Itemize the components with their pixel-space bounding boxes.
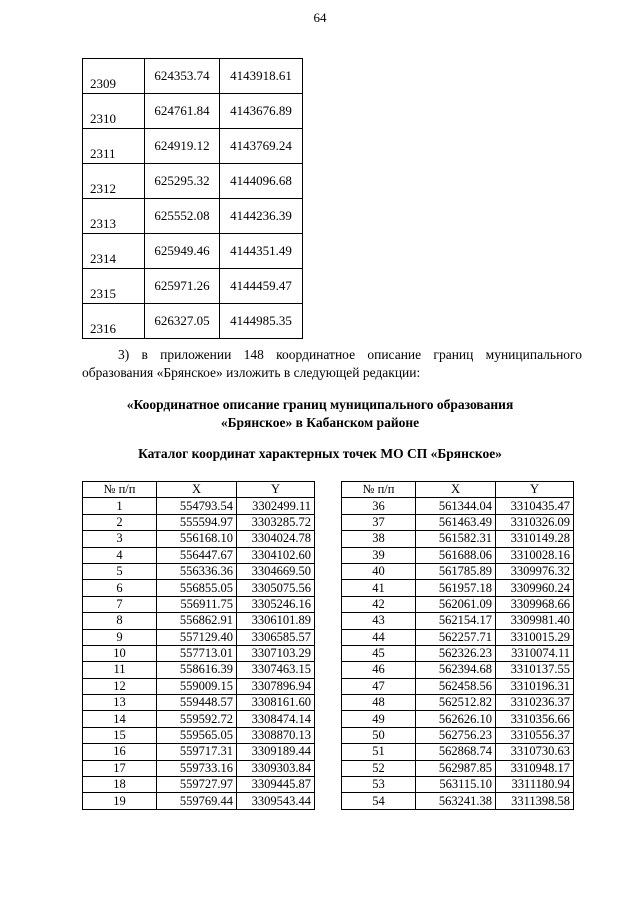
header-y: Y — [237, 482, 315, 498]
table-row — [83, 164, 303, 199]
x-coordinate-cell: 563115.10 — [416, 777, 496, 793]
header-x: X — [157, 482, 237, 498]
x-coordinate-cell: 559717.31 — [157, 744, 237, 760]
amendment-paragraph: 3) в приложении 148 координатное описание границ муниципального образования «Брянское» изложить в следующей редакции: — [82, 347, 582, 380]
x-coordinate-cell: 563241.38 — [416, 793, 496, 809]
header-x: X — [416, 482, 496, 498]
table-row — [342, 580, 574, 596]
y-coordinate-cell: 3303285.72 — [237, 514, 315, 530]
y-coordinate-cell: 3309968.66 — [496, 596, 574, 612]
catalog-header-row — [83, 482, 315, 498]
x-coordinate-cell: 556447.67 — [157, 547, 237, 563]
point-number-cell: 42 — [342, 596, 416, 612]
table-row — [342, 695, 574, 711]
x-coordinate-cell: 562987.85 — [416, 760, 496, 776]
point-number-cell: 11 — [83, 662, 157, 678]
point-number-cell: 5 — [83, 563, 157, 579]
point-number-cell: 13 — [83, 695, 157, 711]
table-row — [342, 678, 574, 694]
point-number-cell: 4 — [83, 547, 157, 563]
x-coordinate-cell: 557129.40 — [157, 629, 237, 645]
y-coordinate-cell: 3309445.87 — [237, 777, 315, 793]
table-row — [83, 695, 315, 711]
y-coordinate-cell: 3309303.84 — [237, 760, 315, 776]
point-number-cell: 15 — [83, 727, 157, 743]
point-number-cell: 2314 — [83, 234, 145, 269]
x-coordinate-cell: 557713.01 — [157, 645, 237, 661]
y-coordinate-cell: 3309189.44 — [237, 744, 315, 760]
table-row — [83, 498, 315, 514]
x-coordinate-cell: 561957.18 — [416, 580, 496, 596]
point-number-cell: 2 — [83, 514, 157, 530]
x-coordinate-cell: 562756.23 — [416, 727, 496, 743]
x-coordinate-cell: 556336.36 — [157, 563, 237, 579]
table-row — [83, 514, 315, 530]
table-row — [83, 793, 315, 809]
x-coordinate-cell: 562061.09 — [416, 596, 496, 612]
x-coordinate-cell: 559565.05 — [157, 727, 237, 743]
table-row — [83, 547, 315, 563]
x-coordinate-cell: 562868.74 — [416, 744, 496, 760]
x-coordinate-cell: 561582.31 — [416, 531, 496, 547]
table-row — [342, 514, 574, 530]
x-coordinate-cell: 562458.56 — [416, 678, 496, 694]
point-number-cell: 14 — [83, 711, 157, 727]
y-coordinate-cell: 3310948.17 — [496, 760, 574, 776]
y-coordinate-cell: 3310435.47 — [496, 498, 574, 514]
point-number-cell: 52 — [342, 760, 416, 776]
point-number-cell: 51 — [342, 744, 416, 760]
y-coordinate-cell: 3304024.78 — [237, 531, 315, 547]
point-number-cell: 38 — [342, 531, 416, 547]
y-coordinate-cell: 3311180.94 — [496, 777, 574, 793]
y-coordinate-cell: 3308474.14 — [237, 711, 315, 727]
point-number-cell: 50 — [342, 727, 416, 743]
table-row — [83, 760, 315, 776]
table-row — [342, 531, 574, 547]
y-coordinate-cell: 4144096.68 — [220, 164, 303, 199]
x-coordinate-cell: 561785.89 — [416, 563, 496, 579]
x-coordinate-cell: 556862.91 — [157, 613, 237, 629]
table-row — [342, 629, 574, 645]
table-row — [342, 777, 574, 793]
x-coordinate-cell: 625971.26 — [145, 269, 220, 304]
x-coordinate-cell: 561688.06 — [416, 547, 496, 563]
section-heading-line-2: «Брянское» в Кабанском районе — [220, 415, 420, 430]
point-number-cell: 54 — [342, 793, 416, 809]
y-coordinate-cell: 3310137.55 — [496, 662, 574, 678]
x-coordinate-cell: 556168.10 — [157, 531, 237, 547]
x-coordinate-cell: 624919.12 — [145, 129, 220, 164]
x-coordinate-cell: 559727.97 — [157, 777, 237, 793]
x-coordinate-cell: 559769.44 — [157, 793, 237, 809]
point-number-cell: 41 — [342, 580, 416, 596]
x-coordinate-cell: 562257.71 — [416, 629, 496, 645]
table-row — [83, 531, 315, 547]
y-coordinate-cell: 3310015.29 — [496, 629, 574, 645]
point-number-cell: 2311 — [83, 129, 145, 164]
y-coordinate-cell: 4144236.39 — [220, 199, 303, 234]
y-coordinate-cell: 3305075.56 — [237, 580, 315, 596]
point-number-cell: 16 — [83, 744, 157, 760]
point-number-cell: 2313 — [83, 199, 145, 234]
header-y: Y — [496, 482, 574, 498]
table-row — [83, 678, 315, 694]
y-coordinate-cell: 3306585.57 — [237, 629, 315, 645]
table-row — [342, 711, 574, 727]
point-number-cell: 43 — [342, 613, 416, 629]
y-coordinate-cell: 4143769.24 — [220, 129, 303, 164]
table-row — [342, 744, 574, 760]
table-row — [83, 59, 303, 94]
point-number-cell: 47 — [342, 678, 416, 694]
y-coordinate-cell: 3307896.94 — [237, 678, 315, 694]
point-number-cell: 2310 — [83, 94, 145, 129]
table-row — [83, 234, 303, 269]
y-coordinate-cell: 4144351.49 — [220, 234, 303, 269]
catalog-heading: Каталог координат характерных точек МО СП «Брянское» — [138, 446, 502, 461]
table-row — [83, 304, 303, 339]
point-number-cell: 10 — [83, 645, 157, 661]
table-row — [83, 711, 315, 727]
y-coordinate-cell: 4144459.47 — [220, 269, 303, 304]
table-row — [342, 596, 574, 612]
x-coordinate-cell: 626327.05 — [145, 304, 220, 339]
y-coordinate-cell: 3310730.63 — [496, 744, 574, 760]
x-coordinate-cell: 562626.10 — [416, 711, 496, 727]
x-coordinate-cell: 562394.68 — [416, 662, 496, 678]
x-coordinate-cell: 559592.72 — [157, 711, 237, 727]
table-row — [83, 645, 315, 661]
table-row — [342, 727, 574, 743]
table-row — [342, 547, 574, 563]
point-number-cell: 45 — [342, 645, 416, 661]
table-row — [83, 269, 303, 304]
y-coordinate-cell: 4143918.61 — [220, 59, 303, 94]
x-coordinate-cell: 558616.39 — [157, 662, 237, 678]
y-coordinate-cell: 4143676.89 — [220, 94, 303, 129]
point-number-cell: 12 — [83, 678, 157, 694]
catalog-table-right — [341, 481, 574, 810]
table-row — [83, 199, 303, 234]
x-coordinate-cell: 555594.97 — [157, 514, 237, 530]
x-coordinate-cell: 561463.49 — [416, 514, 496, 530]
x-coordinate-cell: 624761.84 — [145, 94, 220, 129]
section-heading-line-1: «Координатное описание границ муниципального образования — [126, 397, 514, 412]
table-row — [83, 94, 303, 129]
y-coordinate-cell: 3306101.89 — [237, 613, 315, 629]
table-row — [83, 129, 303, 164]
point-number-cell: 49 — [342, 711, 416, 727]
x-coordinate-cell: 559448.57 — [157, 695, 237, 711]
header-number: № п/п — [342, 482, 416, 498]
header-number: № п/п — [83, 482, 157, 498]
point-number-cell: 7 — [83, 596, 157, 612]
y-coordinate-cell: 3308870.13 — [237, 727, 315, 743]
x-coordinate-cell: 625949.46 — [145, 234, 220, 269]
x-coordinate-cell: 562326.23 — [416, 645, 496, 661]
x-coordinate-cell: 625295.32 — [145, 164, 220, 199]
y-coordinate-cell: 3307463.15 — [237, 662, 315, 678]
y-coordinate-cell: 3304102.60 — [237, 547, 315, 563]
table-row — [83, 563, 315, 579]
y-coordinate-cell: 3311398.58 — [496, 793, 574, 809]
y-coordinate-cell: 4144985.35 — [220, 304, 303, 339]
point-number-cell: 2309 — [83, 59, 145, 94]
point-number-cell: 8 — [83, 613, 157, 629]
x-coordinate-cell: 562512.82 — [416, 695, 496, 711]
point-number-cell: 53 — [342, 777, 416, 793]
table-row — [342, 645, 574, 661]
point-number-cell: 2312 — [83, 164, 145, 199]
catalog-table-left — [82, 481, 315, 810]
y-coordinate-cell: 3307103.29 — [237, 645, 315, 661]
point-number-cell: 9 — [83, 629, 157, 645]
table-row — [342, 760, 574, 776]
table-row — [83, 629, 315, 645]
y-coordinate-cell: 3310326.09 — [496, 514, 574, 530]
table-row — [83, 744, 315, 760]
point-number-cell: 3 — [83, 531, 157, 547]
top-coordinates-table — [82, 58, 303, 339]
x-coordinate-cell: 625552.08 — [145, 199, 220, 234]
point-number-cell: 39 — [342, 547, 416, 563]
y-coordinate-cell: 3302499.11 — [237, 498, 315, 514]
table-row — [83, 596, 315, 612]
table-row — [83, 580, 315, 596]
table-row — [342, 793, 574, 809]
point-number-cell: 19 — [83, 793, 157, 809]
table-row — [342, 613, 574, 629]
point-number-cell: 37 — [342, 514, 416, 530]
x-coordinate-cell: 561344.04 — [416, 498, 496, 514]
section-heading — [60, 396, 580, 432]
y-coordinate-cell: 3305246.16 — [237, 596, 315, 612]
point-number-cell: 46 — [342, 662, 416, 678]
point-number-cell: 17 — [83, 760, 157, 776]
table-row — [83, 727, 315, 743]
y-coordinate-cell: 3304669.50 — [237, 563, 315, 579]
table-row — [342, 563, 574, 579]
y-coordinate-cell: 3310074.11 — [496, 645, 574, 661]
y-coordinate-cell: 3310028.16 — [496, 547, 574, 563]
point-number-cell: 36 — [342, 498, 416, 514]
point-number-cell: 2316 — [83, 304, 145, 339]
page-number: 64 — [313, 10, 327, 25]
x-coordinate-cell: 562154.17 — [416, 613, 496, 629]
table-row — [83, 777, 315, 793]
y-coordinate-cell: 3310149.28 — [496, 531, 574, 547]
table-row — [342, 498, 574, 514]
x-coordinate-cell: 556911.75 — [157, 596, 237, 612]
y-coordinate-cell: 3309543.44 — [237, 793, 315, 809]
point-number-cell: 48 — [342, 695, 416, 711]
y-coordinate-cell: 3309976.32 — [496, 563, 574, 579]
y-coordinate-cell: 3309981.40 — [496, 613, 574, 629]
y-coordinate-cell: 3308161.60 — [237, 695, 315, 711]
point-number-cell: 40 — [342, 563, 416, 579]
y-coordinate-cell: 3310356.66 — [496, 711, 574, 727]
x-coordinate-cell: 556855.05 — [157, 580, 237, 596]
point-number-cell: 2315 — [83, 269, 145, 304]
x-coordinate-cell: 554793.54 — [157, 498, 237, 514]
y-coordinate-cell: 3310196.31 — [496, 678, 574, 694]
y-coordinate-cell: 3309960.24 — [496, 580, 574, 596]
x-coordinate-cell: 559009.15 — [157, 678, 237, 694]
x-coordinate-cell: 624353.74 — [145, 59, 220, 94]
point-number-cell: 1 — [83, 498, 157, 514]
y-coordinate-cell: 3310236.37 — [496, 695, 574, 711]
y-coordinate-cell: 3310556.37 — [496, 727, 574, 743]
point-number-cell: 18 — [83, 777, 157, 793]
table-row — [83, 662, 315, 678]
table-row — [83, 613, 315, 629]
catalog-header-row — [342, 482, 574, 498]
point-number-cell: 6 — [83, 580, 157, 596]
x-coordinate-cell: 559733.16 — [157, 760, 237, 776]
point-number-cell: 44 — [342, 629, 416, 645]
table-row — [342, 662, 574, 678]
